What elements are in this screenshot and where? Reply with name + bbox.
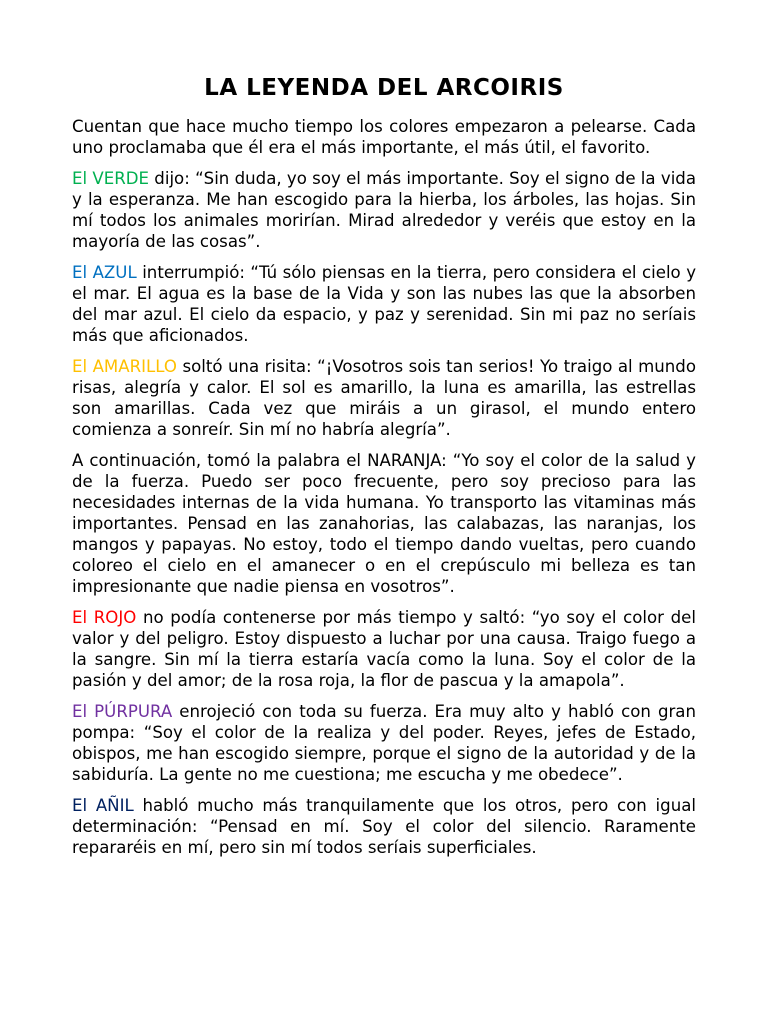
- paragraph: [72, 795, 696, 858]
- color-name-lead: El PÚRPURA: [72, 702, 173, 721]
- paragraph: [72, 450, 696, 597]
- paragraph-text: soltó una risita: “¡Vosotros sois tan serios! Yo traigo al mundo risas, alegría y calor. El sol es amarillo, la luna es amarilla, las estrellas son amarillas. Cada vez que miráis a un girasol, el mundo entero comienza a sonreír. Sin mí no habría alegría”.: [72, 357, 696, 439]
- paragraph-text: no podía contenerse por más tiempo y saltó: “yo soy el color del valor y del peligro. Estoy dispuesto a luchar por una causa. Traigo fuego a la sangre. Sin mí la tierra estaría vacía como la luna. Soy el color de la pasión y del amor; de la rosa roja, la flor de pascua y la amapola”.: [72, 608, 697, 690]
- paragraph: [72, 356, 696, 440]
- color-name-lead: El VERDE: [72, 169, 150, 188]
- color-name-lead: El AMARILLO: [72, 357, 177, 376]
- color-name-lead: El AÑIL: [72, 796, 134, 815]
- paragraph-text: interrumpió: “Tú sólo piensas en la tierra, pero considera el cielo y el mar. El agua es la base de la Vida y son las nubes las que la absorben del mar azul. El cielo da espacio, y paz y serenidad. Sin mi paz no seríais más que aficionados.: [72, 263, 697, 345]
- color-name-lead: El AZUL: [72, 263, 137, 282]
- document-title: LA LEYENDA DEL ARCOIRIS: [204, 75, 564, 101]
- color-name-lead: El ROJO: [72, 608, 137, 627]
- paragraph-text: A continuación, tomó la palabra el NARANJA: “Yo soy el color de la salud y de la fuerza. Puedo ser poco frecuente, pero soy precioso para las necesidades internas de la vida humana. Yo transporto las vitaminas más importantes. Pensad en las zanahorias, las calabazas, las naranjas, los mangos y papayas. No estoy, todo el tiempo dando vueltas, pero cuando coloreo el cielo en el amanecer o en el crepúsculo mi belleza es tan impresionante que nadie piensa en vosotros”.: [72, 451, 696, 596]
- paragraph-text: Cuentan que hace mucho tiempo los colores empezaron a pelearse. Cada uno proclamaba que él era el más importante, el más útil, el favorito.: [72, 117, 696, 157]
- paragraph-text: enrojeció con toda su fuerza. Era muy alto y habló con gran pompa: “Soy el color de la realiza y del poder. Reyes, jefes de Estado, obispos, me han escogido siempre, porque el signo de la autoridad y de la sabiduría. La gente no me cuestiona; me escucha y me obedece”.: [72, 702, 696, 784]
- paragraph: [72, 607, 696, 691]
- paragraph-text: habló mucho más tranquilamente que los otros, pero con igual determinación: “Pensad en mí. Soy el color del silencio. Raramente repararéis en mí, pero sin mí todos seríais superficiales.: [72, 796, 696, 857]
- paragraph: [72, 262, 696, 346]
- paragraph: [72, 116, 696, 158]
- paragraph: [72, 168, 696, 252]
- document-page: [72, 72, 696, 868]
- paragraph-text: dijo: “Sin duda, yo soy el más importante. Soy el signo de la vida y la esperanza. Me han escogido para la hierba, los árboles, las hojas. Sin mí todos los animales morirían. Mirad alrededor y veréis que estoy en la mayoría de las cosas”.: [72, 169, 697, 251]
- paragraph: [72, 701, 696, 785]
- document-body: [72, 116, 696, 858]
